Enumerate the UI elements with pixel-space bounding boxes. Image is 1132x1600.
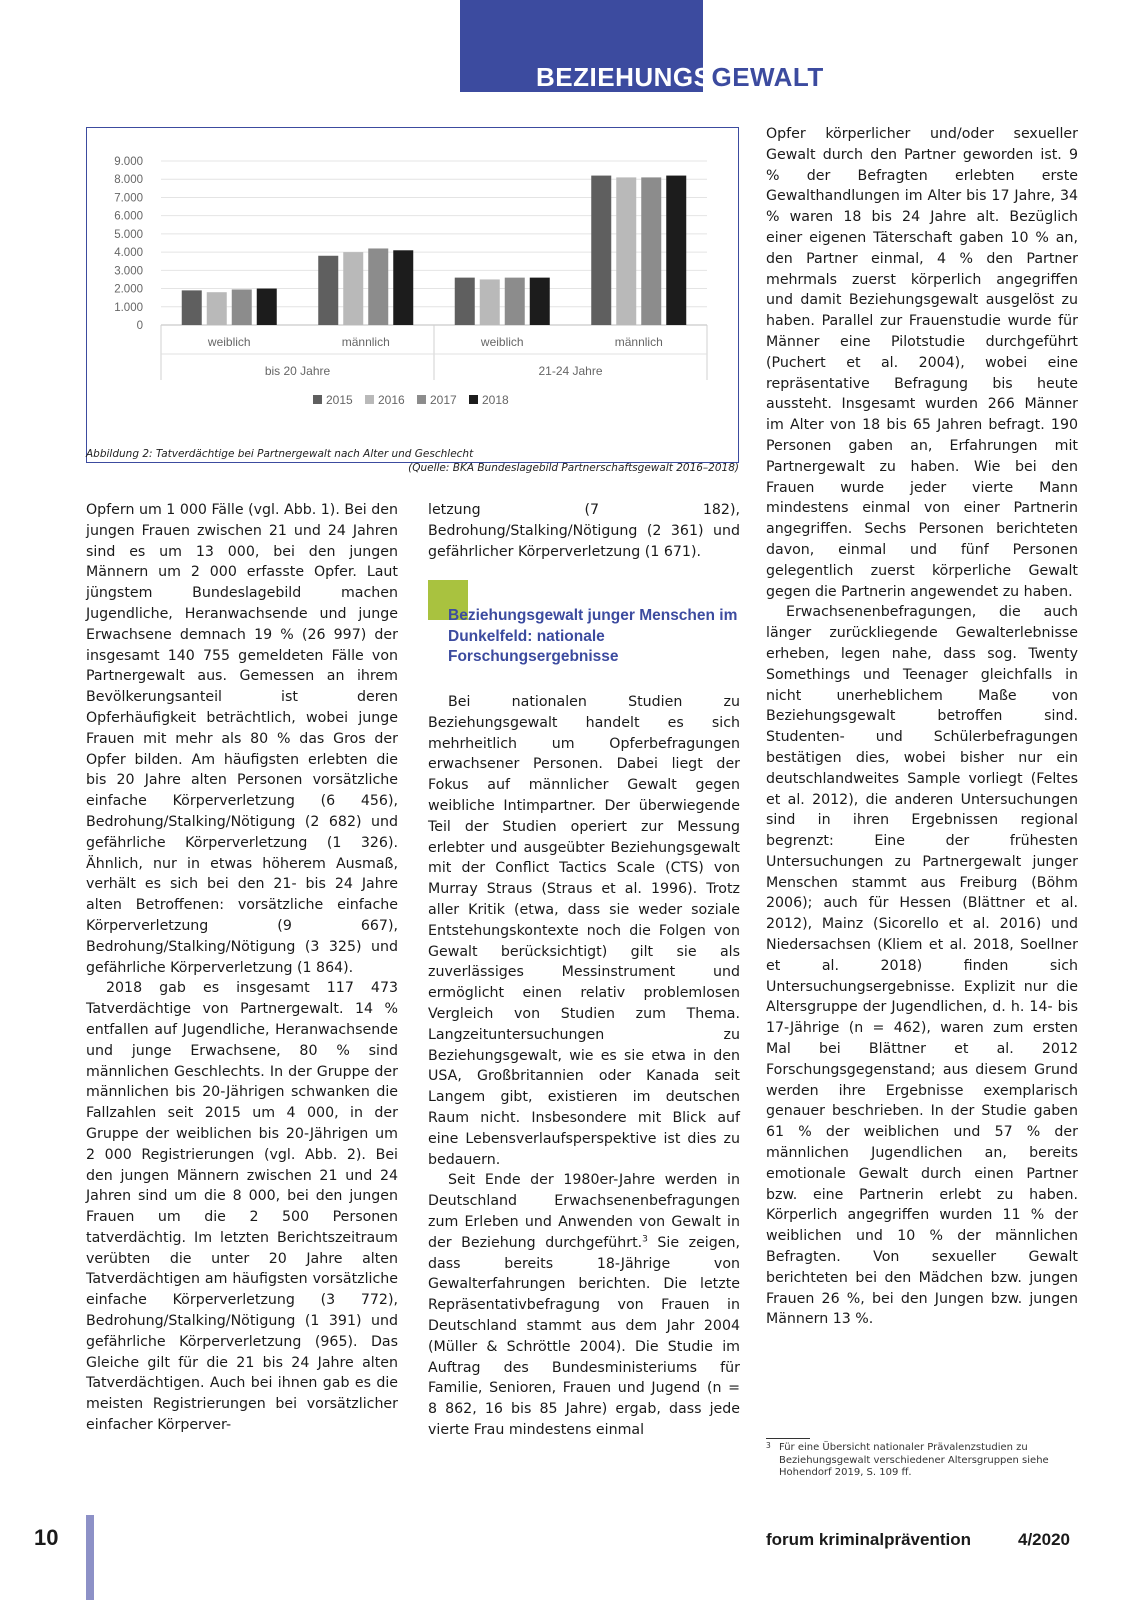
legend-swatch xyxy=(469,395,478,404)
journal-name: forum kriminalprävention xyxy=(766,1530,971,1549)
paragraph: Opfern um 1 000 Fälle (vgl. Abb. 1). Bei den jungen Frauen zwischen 21 und 24 Jahren sind es um 13 000, bei den jungen Männern um 2 000 erfasste Opfer. Laut jüngstem Bundeslagebild machen Jugendliche, Heranwachsende und junge Erwachsene demnach 19 % (26 997) der insgesamt 140 755 gemeldeten Fälle von Partnergewalt aus. Gemessen an ihrem Bevölkerungsanteil ist deren Opferhäufigkeit beträchtlich, wobei junge Frauen mit mehr als 80 % das Gros der Opfer bilden. Am häufigsten erlebten die bis 20 Jahre alten Personen vorsätzliche einfache Körperverletzung (6 456), Bedrohung/Stalking/Nötigung (2 682) und gefährliche Körperverletzung (1 326). Ähnlich, nur in etwas höherem Ausmaß, verhält es sich bei den 21- bis 24 Jahre alten Betroffenen: vorsätzliche einfache Körperverletzung (9 667), Bedrohung/Stalking/Nötigung (3 325) und gefährliche Körperverletzung (1 864). xyxy=(86,502,398,976)
y-tick-label: 5.000 xyxy=(114,228,143,241)
y-tick-label: 9.000 xyxy=(114,156,143,168)
subheading: Beziehungsgewalt junger Menschen im Dunkelfeld: nationale Forschungsergebnisse xyxy=(448,607,738,665)
caption-text: Abbildung 2: Tatverdächtige bei Partnergewalt nach Alter und Geschlecht xyxy=(86,448,474,460)
group-label: bis 20 Jahre xyxy=(264,364,331,378)
paragraph-part: Seit Ende der 1980er-Jahre werden in Deutschland Erwachsenenbefragungen zum Erleben und Anwenden von Gewalt in der Beziehung durchgeführt. xyxy=(428,1172,740,1251)
legend-label: 2017 xyxy=(430,393,457,407)
paragraph xyxy=(428,1170,740,1440)
bar xyxy=(257,289,277,325)
x-tick-label: männlich xyxy=(341,335,390,349)
legend-label: 2016 xyxy=(378,393,405,407)
legend-label: 2018 xyxy=(482,393,509,407)
bar xyxy=(318,256,338,325)
text-column-1 xyxy=(86,500,398,1436)
figure-caption xyxy=(86,447,739,475)
bar xyxy=(616,177,636,325)
bar xyxy=(505,278,525,325)
text-column-2-top xyxy=(428,500,740,562)
paragraph: Opfer körperlicher und/oder sexueller Gewalt durch den Partner geworden ist. 9 % der Befragten erlebten erste Gewalthandlungen im Alter bis 17 Jahre, 34 % waren 18 bis 24 Jahre alt. Bezüglich einer eigenen Täterschaft gaben 10 % an, den Partner einmal, 4 % den Partner mehrmals zuerst körperlich angegriffen und damit Beziehungsgewalt ausgelöst zu haben. Parallel zur Frauenstudie wurde für Männer eine Pilotstudie durchgeführt (Puchert et al. 2004), wobei eine repräsentative Befragung bis heute aussteht. Insgesamt wurden 266 Männer im Alter von 18 bis 65 Jahren befragt. 190 Personen gaben an, Erfahrungen mit Partnergewalt zu haben. Wie bei den Frauen wurde jeder vierte Mann mindestens einmal von einer Partnerin angegriffen. Sechs Personen berichteten davon, einmal und fünf Personen gelegentlich zuerst körperliche Gewalt gegen die Partnerin angewendet zu haben. xyxy=(766,126,1078,600)
paragraph-part: Sie zeigen, dass bereits 18-Jährige von Gewalterfahrungen berichten. Die letzte Repräsentativbefragung von Frauen in Deutschland stammt aus dem Jahr 2004 (Müller & Schröttle 2004). Die Studie im Auftrag des Bundesministeriums für Familie, Senioren, Frauen und Jugend (n = 8 862, 16 bis 85 Jahre) ergab, dass jede vierte Frau mindestens einmal xyxy=(428,1234,740,1438)
x-tick-label: weiblich xyxy=(207,335,251,349)
section-title xyxy=(536,62,824,93)
footnote-ref[interactable]: 3 xyxy=(642,1233,648,1244)
bar xyxy=(232,289,252,325)
bar xyxy=(641,177,661,325)
footnote-number: 3 xyxy=(766,1441,771,1450)
legend-swatch xyxy=(417,395,426,404)
paragraph: letzung (7 182), Bedrohung/Stalking/Nötigung (2 361) und gefährlicher Körperverletzung (1 671). xyxy=(428,502,740,560)
group-label: 21-24 Jahre xyxy=(538,364,603,378)
paragraph: Erwachsenenbefragungen, die auch länger zurückliegende Gewalterlebnisse erheben, legen nahe, dass sog. Twenty Somethings und Teenager gleichfalls in nicht unerheblichem Maße von Beziehungsgewalt betroffen sind. Studenten- und Schülerbefragungen bestätigen dies, wobei bisher nur ein deutschlandweites Sample vorliegt (Feltes et al. 2012), die anderen Untersuchungen sind in ihren Ergebnissen regional begrenzt: Eine der frühesten Untersuchungen zu Partnergewalt junger Menschen stammt aus Freiburg (Böhm 2006); auch für Hessen (Blättner et al. 2012), Mainz (Sicorello et al. 2016) und Niedersachsen (Kliem et al. 2018, Soellner et al. 2018) finden sich Untersuchungsergebnisse. Explizit nur die Altersgruppe der Jugendlichen, d. h. 14- bis 17-Jährige (n = 462), waren zum ersten Mal bei Blättner et al. 2012 Forschungsgegenstand; aus diesem Grund werden ihre Ergebnisse exemplarisch genauer beschrieben. In der Studie gaben 61 % der weiblichen und 57 % der männlichen Jugendlichen an, bereits emotionale Gewalt durch einen Partner bzw. eine Partnerin erlebt zu haben. Körperlich angegriffen wurden 11 % der weiblichen und 10 % der männlichen Befragten. Von sexueller Gewalt berichteten bei den Mädchen bzw. jungen Frauen 26 %, bei den Jungen bzw. jungen Männern 13 %. xyxy=(766,604,1078,1328)
bar xyxy=(343,252,363,325)
bar xyxy=(207,292,227,325)
y-tick-label: 6.000 xyxy=(114,210,143,223)
bar xyxy=(666,176,686,325)
y-tick-label: 2.000 xyxy=(114,283,143,296)
section-title-part1: BEZIEHUNGS xyxy=(536,62,712,92)
paragraph: Bei nationalen Studien zu Beziehungsgewalt handelt es sich mehrheitlich um Opferbefragungen erwachsener Personen. Dabei liegt der Fokus auf männlicher Gewalt gegen weibliche Intimpartner. Der überwiegende Teil der Studien operiert zur Messung erlebter und ausgeübter Beziehungsgewalt mit der Conflict Tactics Scale (CTS) von Murray Straus (Straus et al. 1996). Trotz aller Kritik (etwa, dass sie weder soziale Entstehungskontexte noch die Folgen von Gewalt berücksichtigt) gilt sie als zuverlässiges Messinstrument und ermöglicht einen relativ problemlosen Vergleich von Studien zum Thema. Langzeituntersuchungen zu Beziehungsgewalt, wie es sie etwa in den USA, Großbritannien oder Kanada seit Langem gibt, existieren im deutschen Raum nicht. Insbesondere mit Blick auf eine Lebensverlaufsperspektive ist dies zu bedauern. xyxy=(428,694,740,1168)
bar-chart xyxy=(87,128,740,464)
bar xyxy=(368,248,388,325)
bar xyxy=(182,290,202,325)
text-column-3 xyxy=(766,124,1078,1330)
x-tick-label: männlich xyxy=(614,335,663,349)
footnote xyxy=(766,1442,1078,1480)
issue-number: 4/2020 xyxy=(1018,1530,1070,1549)
y-tick-label: 1.000 xyxy=(114,301,143,314)
x-tick-label: weiblich xyxy=(480,335,524,349)
y-tick-label: 0 xyxy=(136,320,143,332)
chart-figure xyxy=(86,127,739,463)
legend-swatch xyxy=(313,395,322,404)
bar xyxy=(591,176,611,325)
bar xyxy=(480,279,500,325)
bar xyxy=(455,278,475,325)
y-tick-label: 4.000 xyxy=(114,247,143,260)
paragraph: 2018 gab es insgesamt 117 473 Tatverdächtige von Partnergewalt. 14 % entfallen auf Jugendliche, Heranwachsende und junge Erwachsene, 80 % sind männlichen Geschlechts. In der Gruppe der männlichen bis 20-Jährigen schwanken die Fallzahlen seit 2015 um 4 000, in der Gruppe der weiblichen bis 20-Jährigen um 2 000 Registrierungen (vgl. Abb. 2). Bei den jungen Männern zwischen 21 und 24 Jahren sind um die 8 000, bei den jungen Frauen um die 2 500 Personen tatverdächtig. Im letzten Berichtszeitraum verübten die unter 20 Jahre alten Tatverdächtigen am häufigsten vorsätzliche einfache Körperverletzung (3 772), Bedrohung/Stalking/Nötigung (1 391) und gefährliche Körperverletzung (965). Das Gleiche gilt für die 21 bis 24 Jahre alten Tatverdächtigen. Auch bei ihnen gab es die meisten Registrierungen bei vorsätzlicher einfacher Körperver- xyxy=(86,980,398,1434)
bar xyxy=(393,250,413,325)
y-tick-label: 7.000 xyxy=(114,192,143,205)
y-tick-label: 8.000 xyxy=(114,174,143,187)
footnote-text: Für eine Übersicht nationaler Prävalenzstudien zu Beziehungsgewalt verschiedener Altersgruppen siehe Hohendorf 2019, S. 109 ff. xyxy=(779,1442,1049,1478)
footer-accent-bar xyxy=(86,1515,94,1600)
y-tick-label: 3.000 xyxy=(114,265,143,278)
text-column-2 xyxy=(428,692,740,1441)
bar xyxy=(530,278,550,325)
page-number: 10 xyxy=(34,1525,59,1550)
legend-swatch xyxy=(365,395,374,404)
caption-source: (Quelle: BKA Bundeslagebild Partnerschaftsgewalt 2016–2018) xyxy=(408,462,739,474)
legend-label: 2015 xyxy=(326,393,353,407)
section-title-part2: GEWALT xyxy=(711,62,824,92)
footnote-divider xyxy=(766,1438,810,1439)
